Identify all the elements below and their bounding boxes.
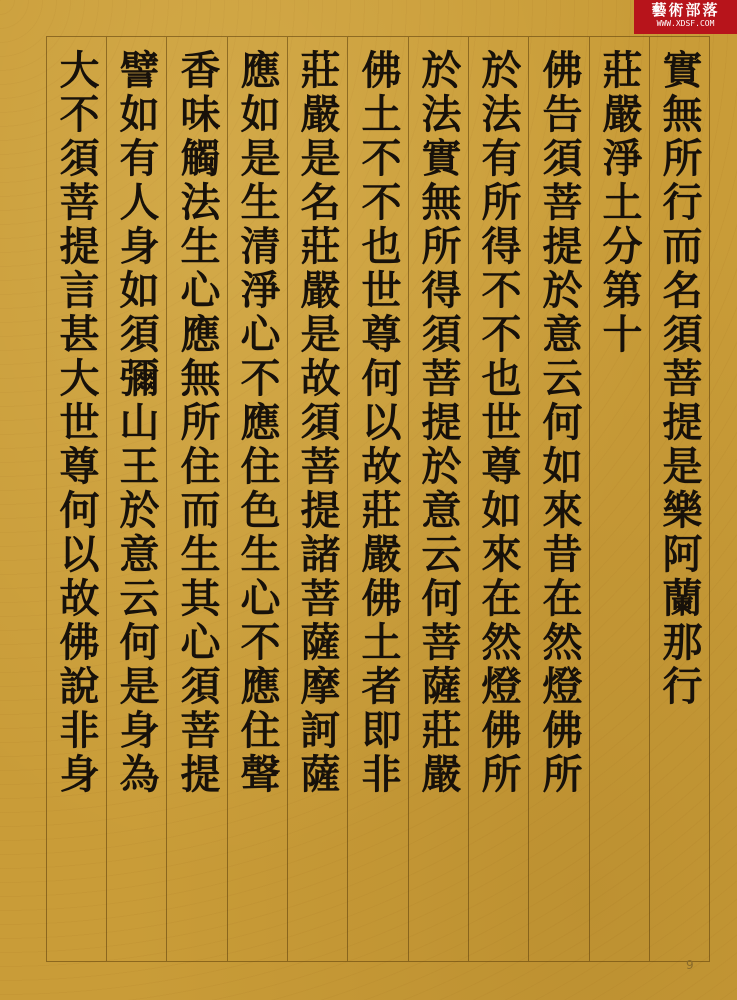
- text-column: 實無所行而名須菩提是樂阿蘭那行: [656, 49, 703, 709]
- text-column: 香味觸法生心應無所住而生其心須菩提: [174, 49, 221, 797]
- column-rule: [528, 37, 529, 961]
- watermark-badge: [634, 0, 737, 34]
- text-column: 佛土不不也世尊何以故莊嚴佛土者即非: [355, 49, 402, 797]
- text-column: 於法實無所得須菩提於意云何菩薩莊嚴: [415, 49, 462, 797]
- column-rule: [709, 37, 710, 961]
- watermark-title: 藝術部落: [651, 1, 720, 19]
- text-column: 於法有所得不不也世尊如來在然燈佛所: [475, 49, 522, 797]
- text-column: 佛告須菩提於意云何如來昔在然燈佛所: [536, 49, 583, 797]
- chapter-heading: 莊嚴淨土分第十: [596, 49, 643, 357]
- column-rule: [166, 37, 167, 961]
- text-column: 譬如有人身如須彌山王於意云何是身為: [113, 49, 160, 797]
- text-column: 莊嚴是名莊嚴是故須菩提諸菩薩摩訶薩: [294, 49, 341, 797]
- text-column: 大不須菩提言甚大世尊何以故佛說非身: [53, 49, 100, 797]
- column-rule: [347, 37, 348, 961]
- text-column: 應如是生清淨心不應住色生心不應住聲: [234, 49, 281, 797]
- page-number: 9: [686, 958, 694, 972]
- watermark-url: WWW.XDSF.COM: [656, 19, 715, 28]
- column-grid: [46, 36, 710, 962]
